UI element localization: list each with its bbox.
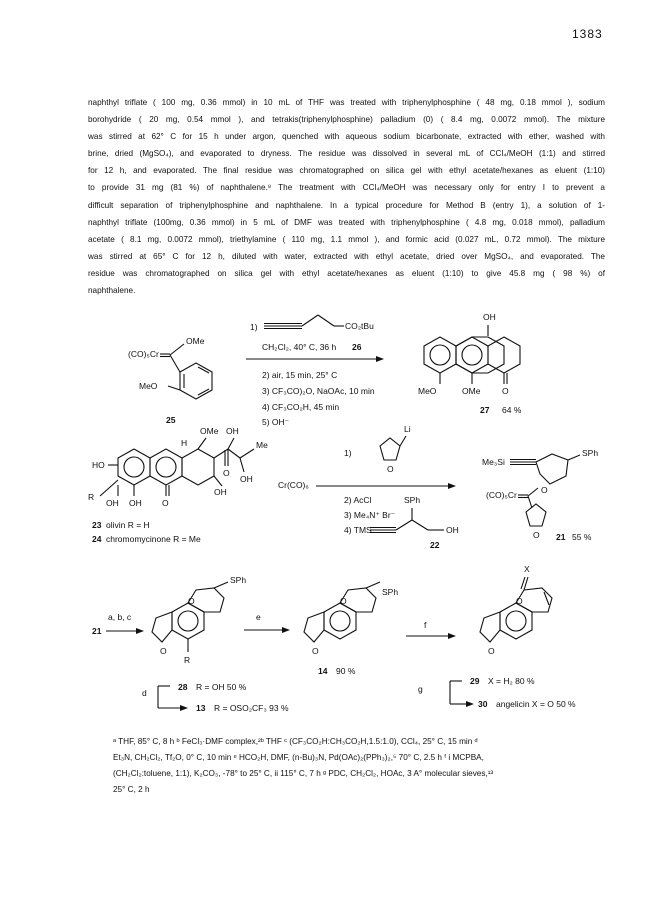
compound-14-yield: 90 %	[336, 666, 356, 676]
text-line: difficult separation of triphenylphosphine and naphthalene. In a typical procedure for Method B (entry 1), a solution of 1-	[88, 200, 605, 210]
scheme-3	[92, 564, 576, 713]
step-5: 5) OH⁻	[262, 417, 290, 427]
text-line: residue was chromatographed on silica gel with ethyl acetate/hexanes as eluent (1:10) to give 45.8 mg ( 98 %) of	[88, 268, 605, 278]
compound-23-name: olivin R = H	[106, 520, 150, 530]
footnote-line: Et₃N, CH₂Cl₂, Tf₂O, 0° C, 10 min ᵉ HCO₂H, DMF, (n-Bu)₃N, Pd(OAc)₂(PPh₃)₂,⁵ 70° C, 2.5 h ᶠ i MCPBA,	[113, 753, 484, 762]
reagent-conditions: CH₂Cl₂, 40° C, 36 h	[262, 342, 337, 352]
product-o-label: O	[502, 386, 509, 396]
product-meo-label: MeO	[418, 386, 437, 396]
condition-d: d	[142, 688, 147, 698]
chromium-hexacarbonyl: Cr(CO)₆	[278, 480, 309, 490]
reagent-number-26: 26	[352, 342, 362, 352]
product-ome-label: OMe	[462, 386, 481, 396]
furan-o-14: O	[312, 646, 319, 656]
step-4: 4) CF₃CO₂H, 45 min	[262, 402, 340, 412]
text-line: was stirred at 62° C for 15 h under argon, quenched with aqueous sodium bicarbonate, extracted with ether, washed with	[88, 132, 605, 142]
compound-24-name: chromomycinone R = Me	[106, 534, 201, 544]
text-line: for 12 h, and evaporated. The final residue was chromatographed on silica gel with ethyl acetate/hexanes as eluent (1:10)	[88, 166, 605, 176]
pyran-o-28: O	[188, 596, 195, 606]
compound-21-yield: 55 %	[572, 532, 592, 542]
product-cr-label: (CO)₅Cr	[486, 490, 517, 500]
compound-21-number: 21	[556, 532, 566, 542]
scheme2-step-2: 2) AcCl	[344, 495, 372, 505]
carbene-cr-label: (CO)₅Cr	[128, 349, 159, 359]
scheme2-step-1: 1)	[344, 448, 352, 458]
alkyne-reagent-26	[264, 315, 344, 329]
substituent-x: X	[524, 564, 530, 574]
furan-o-28: O	[160, 646, 167, 656]
compound-25-number: 25	[166, 415, 176, 425]
footnote-line: (CH₂Cl₂:toluene, 1:1), K₂CO₃, -78° to 25° C, ii 115° C, 7 h ᵍ PDC, CH₂Cl₂, HOAc, 3 A° molecular sieves,¹³	[113, 769, 494, 778]
reagent-sph-label: SPh	[404, 495, 421, 505]
product-oh-label: OH	[483, 312, 496, 322]
compound-28-structure	[152, 575, 246, 665]
compound-30-number: 30	[478, 699, 488, 709]
compound-25-structure	[128, 336, 212, 425]
product-o-label: O	[541, 485, 548, 495]
furan-o-29: O	[488, 646, 495, 656]
text-line: to provide 31 mg (81 %) of naphthalene.⁸ The treatment with CCl₄/MeOH was necessary only for entry I to prevent a	[88, 183, 605, 193]
text-line: naphthalene.	[88, 286, 136, 296]
reagent-22-number: 22	[430, 540, 440, 550]
compound-30-text: angelicin X = O 50 %	[496, 699, 576, 709]
scheme2-step-4: 4) TMS	[344, 525, 372, 535]
scheme-footnotes	[113, 734, 613, 798]
compound-21-structure	[482, 448, 598, 542]
compound-28-number: 28	[178, 682, 188, 692]
compound-14-structure	[304, 582, 398, 676]
olivin-oh-top: OH	[226, 426, 239, 436]
conditions-abc: a, b, c	[108, 612, 132, 622]
olivin-me-label: Me	[256, 440, 268, 450]
text-line: naphthyl triflate (100mg, 0.36 mmol) in 5 mL of DMF was treated with triphenylphosphine ( 4.8 mg, 0.018 mmol), palladium	[88, 217, 605, 227]
compound-24-number: 24	[92, 534, 102, 544]
compound-29-structure	[480, 564, 552, 656]
footnote-line: 25° C, 2 h	[113, 785, 150, 794]
carbene-ome-label: OMe	[186, 336, 205, 346]
compound-27-yield: 64 %	[502, 405, 522, 415]
footnote-line: ᵃ THF, 85° C, 8 h ᵇ FeCl₃·DMF complex,²ᵇ THF ᶜ (CF₃CO₂H:CH₃CO₂H,1.5:1.0), CCl₄, 25° C, 15 min ᵈ	[113, 737, 478, 746]
olivin-structure	[88, 426, 268, 544]
pyran-o-14: O	[340, 596, 347, 606]
step-3: 3) CF₃CO)₂O, NaOAc, 10 min	[262, 386, 375, 396]
page-number: 1383	[572, 27, 603, 41]
compound-14-sph: SPh	[382, 587, 399, 597]
olivin-o-label: O	[223, 468, 230, 478]
condition-g: g	[418, 684, 423, 694]
condition-f: f	[424, 620, 427, 630]
compound-27-number: 27	[480, 405, 490, 415]
text-line: borohydride ( 20 mg, 0.54 mmol ), and tetrakis(triphenylphosphine) palladium (0) ( 8.4 mg, 0.0072 mmol). The mixture	[88, 115, 605, 125]
pyran-o-29: O	[516, 596, 523, 606]
compound-13-number: 13	[196, 703, 206, 713]
reagent-oh-label: OH	[446, 525, 459, 535]
furan-o-21: O	[533, 530, 540, 540]
compound-28-r: R	[184, 655, 191, 665]
text-line: naphthyl triflate ( 100 mg, 0.36 mmol) in 10 mL of THF was treated with triphenylphosphine ( 48 mg, 0.18 mmol ), sodium	[88, 98, 605, 107]
scheme-2	[88, 424, 598, 550]
condition-e: e	[256, 612, 261, 622]
compound-13-text: R = OSO₂CF₃ 93 %	[214, 703, 289, 713]
olivin-bottom-o: O	[162, 498, 169, 508]
olivin-ho-label: HO	[92, 460, 105, 470]
me3si-label: Me₃Si	[482, 457, 505, 467]
olivin-bottom-oh1: OH	[106, 498, 119, 508]
scheme2-step-3: 3) Me₄N⁺ Br⁻	[344, 510, 396, 520]
scheme-1	[128, 312, 522, 427]
compound-14-number: 14	[318, 666, 328, 676]
reagent-ester-group: CO₂tBu	[345, 321, 374, 331]
scheme3-start-21: 21	[92, 626, 102, 636]
olivin-bottom-oh2: OH	[129, 498, 142, 508]
compound-23-number: 23	[92, 520, 102, 530]
compound-27-structure	[418, 312, 522, 415]
sm-meo-label: MeO	[139, 381, 158, 391]
compound-28-text: R = OH 50 %	[196, 682, 247, 692]
furan-o-label: O	[387, 464, 394, 474]
product-sph-label: SPh	[582, 448, 599, 458]
furyllithium	[380, 424, 411, 474]
reagent-step-1: 1)	[250, 322, 258, 332]
compound-28-sph: SPh	[230, 575, 247, 585]
text-line: was stirred at 65° C for 12 h, diluted with water, extracted with ethyl acetate, dried over MgSO₄, and evaporated. The	[88, 251, 605, 261]
step-2: 2) air, 15 min, 25° C	[262, 370, 338, 380]
olivin-oh-mid: OH	[214, 487, 227, 497]
text-line: brine, dried (MgSO₄), and evaporated to dryness. The residue was dissolved in several mL of CCl₄/MeOH (1:1) and stirred	[88, 149, 605, 159]
lithium-label: Li	[404, 424, 411, 434]
olivin-r-label: R	[88, 492, 95, 502]
compound-29-text: X = H₂ 80 %	[488, 676, 535, 686]
compound-29-number: 29	[470, 676, 480, 686]
olivin-ome-label: OMe	[200, 426, 219, 436]
text-line: acetate ( 8.1 mg, 0.0072 mmol), triethylamine ( 110 mg, 1.1 mmol ), and formic acid (0.027 mL, 0.72 mmol). The mixture	[88, 234, 605, 244]
olivin-h-label: H	[181, 438, 188, 448]
olivin-oh-right: OH	[240, 474, 253, 484]
